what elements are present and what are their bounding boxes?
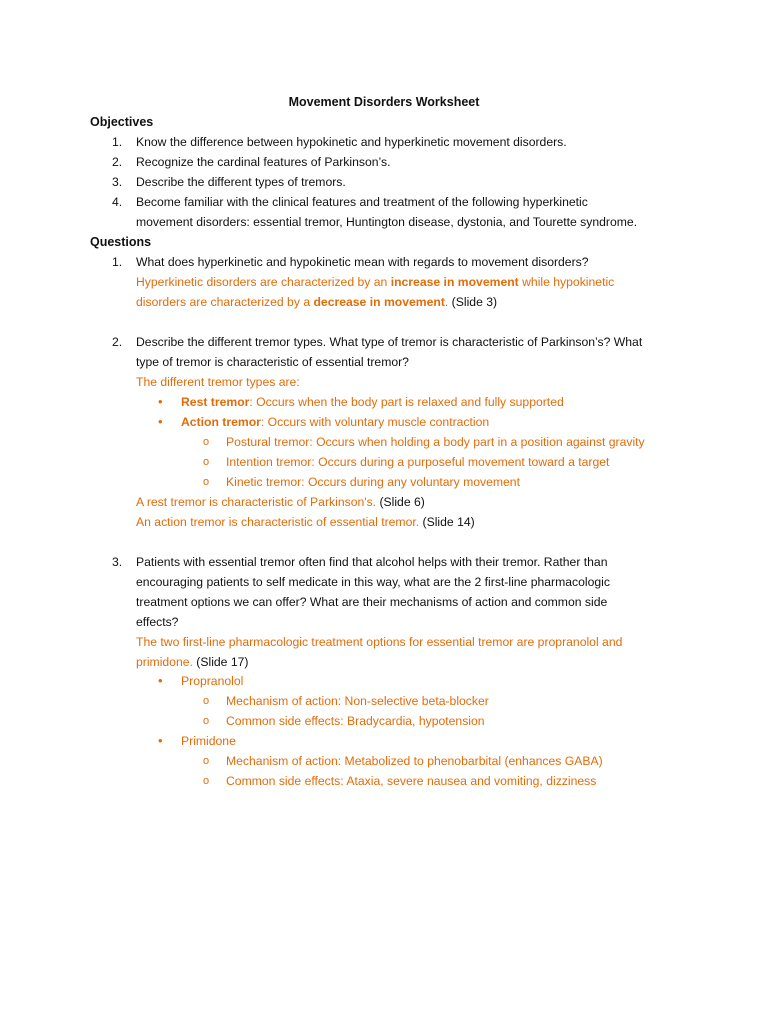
slide-reference: (Slide 3) [448, 295, 498, 309]
objective-number: 4. [112, 195, 123, 209]
bullet-glyph: • [158, 733, 163, 748]
objectives-heading: Objectives [90, 115, 154, 129]
circle-bullet-glyph: o [203, 695, 210, 707]
answer-emphasis: increase in movement [390, 275, 519, 289]
slide-reference: (Slide 6) [376, 495, 425, 509]
answer-text: disorders are characterized by a decrease in movement. (Slide 3) [136, 295, 498, 309]
slide-reference: (Slide 14) [419, 515, 475, 529]
question-text: type of tremor is characteristic of essential tremor? [136, 355, 409, 369]
bullet-glyph: • [158, 673, 163, 688]
objective-number: 2. [112, 155, 123, 169]
drug-detail: Common side effects: Bradycardia, hypotension [226, 714, 485, 728]
circle-bullet-glyph: o [203, 456, 210, 468]
objective-text: Recognize the cardinal features of Parkinson’s. [136, 155, 391, 169]
question-text: effects? [136, 615, 179, 629]
drug-name: Propranolol [181, 674, 244, 688]
bullet-glyph: • [158, 394, 163, 409]
circle-bullet-glyph: o [203, 715, 210, 727]
questions-heading: Questions [90, 235, 152, 249]
question-number: 3. [112, 555, 123, 569]
tremor-subtype: Postural tremor: Occurs when holding a body part in a position against gravity [226, 435, 645, 449]
circle-bullet-glyph: o [203, 436, 210, 448]
objective-text: Know the difference between hypokinetic and hyperkinetic movement disorders. [136, 135, 567, 149]
tremor-subtype: Kinetic tremor: Occurs during any voluntary movement [226, 475, 520, 489]
tremor-subtype: Intention tremor: Occurs during a purposeful movement toward a target [226, 455, 610, 469]
answer-text: primidone. (Slide 17) [136, 655, 249, 669]
question-text: encouraging patients to self medicate in this way, what are the 2 first-line pharmacologic [136, 575, 610, 589]
objective-text: Describe the different types of tremors. [136, 175, 346, 189]
tremor-type-rest: Rest tremor: Occurs when the body part is relaxed and fully supported [181, 395, 564, 409]
slide-reference: (Slide 17) [192, 655, 249, 669]
answer-text: Hyperkinetic disorders are characterized by an increase in movement while hypokinetic [136, 275, 615, 289]
objective-text: movement disorders: essential tremor, Huntington disease, dystonia, and Tourette syndrome. [136, 215, 638, 229]
question-number: 1. [112, 255, 123, 269]
answer-text: The two first-line pharmacologic treatment options for essential tremor are propranolol and [136, 635, 623, 649]
objective-number: 1. [112, 135, 123, 149]
question-number: 2. [112, 335, 123, 349]
question-text: What does hyperkinetic and hypokinetic mean with regards to movement disorders? [136, 255, 589, 269]
objective-number: 3. [112, 175, 123, 189]
question-text: Patients with essential tremor often find that alcohol helps with their tremor. Rather than [136, 555, 608, 569]
drug-name: Primidone [181, 734, 236, 748]
question-text: treatment options we can offer? What are their mechanisms of action and common side [136, 595, 608, 609]
objective-text: Become familiar with the clinical features and treatment of the following hyperkinetic [136, 195, 588, 209]
answer-text: An action tremor is characteristic of essential tremor. (Slide 14) [136, 515, 475, 529]
page-title: Movement Disorders Worksheet [288, 95, 480, 109]
bullet-glyph: • [158, 414, 163, 429]
circle-bullet-glyph: o [203, 775, 210, 787]
drug-detail: Mechanism of action: Metabolized to phenobarbital (enhances GABA) [226, 754, 603, 768]
tremor-type-action: Action tremor: Occurs with voluntary muscle contraction [181, 415, 490, 429]
drug-detail: Common side effects: Ataxia, severe nausea and vomiting, dizziness [226, 774, 597, 788]
circle-bullet-glyph: o [203, 755, 210, 767]
answer-emphasis: decrease in movement [313, 295, 445, 309]
answer-text: A rest tremor is characteristic of Parkinson's. (Slide 6) [136, 495, 425, 509]
question-text: Describe the different tremor types. What type of tremor is characteristic of Parkinson’s? What [136, 335, 643, 349]
circle-bullet-glyph: o [203, 476, 210, 488]
drug-detail: Mechanism of action: Non-selective beta-blocker [226, 694, 489, 708]
answer-text: The different tremor types are: [136, 375, 300, 389]
